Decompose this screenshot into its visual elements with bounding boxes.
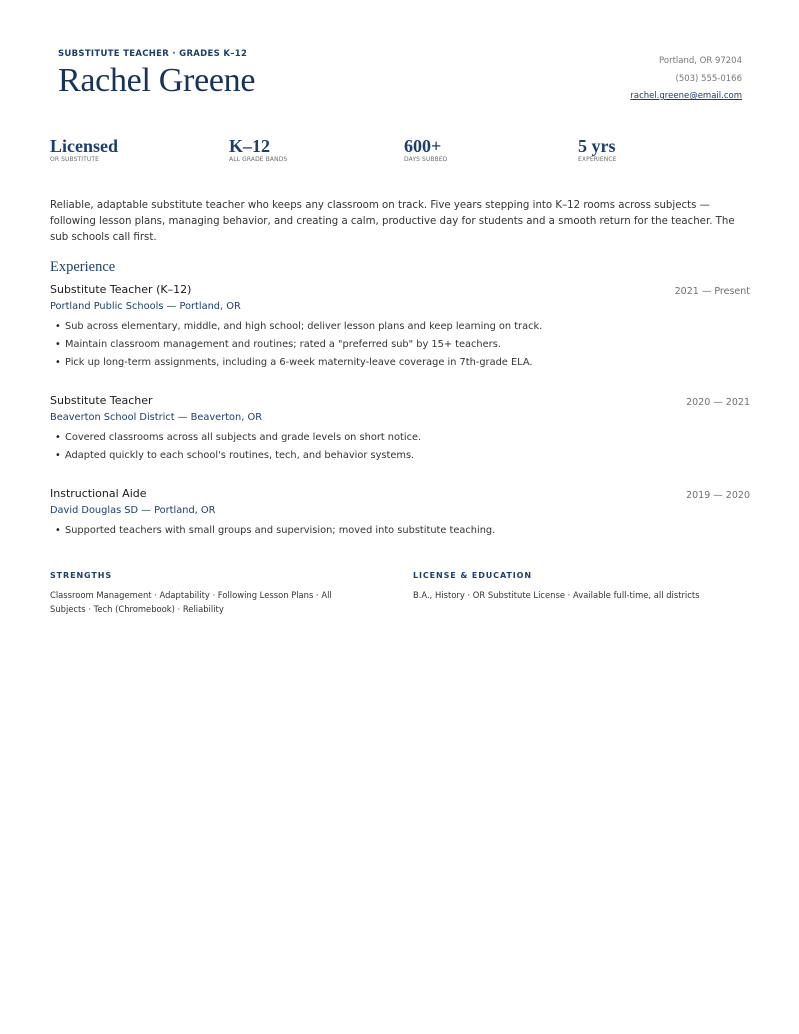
bullet-icon: • xyxy=(55,450,61,461)
license-education-section xyxy=(413,571,750,602)
license-heading: LICENSE & EDUCATION xyxy=(413,571,532,580)
job-title: Substitute Teacher (K–12) xyxy=(50,283,192,296)
job-title: Instructional Aide xyxy=(50,487,147,500)
job-header xyxy=(50,283,750,299)
bullet-icon: • xyxy=(55,321,61,332)
contact-location: Portland, OR 97204 xyxy=(659,56,742,66)
stat-value: 600+ xyxy=(404,136,442,156)
job-organization: David Douglas SD — Portland, OR xyxy=(50,505,216,516)
job-header xyxy=(50,394,750,410)
bullet-icon: • xyxy=(55,525,61,536)
job-header xyxy=(50,487,750,503)
stat-value: K–12 xyxy=(229,136,271,156)
stat-value: Licensed xyxy=(50,136,119,156)
strengths-text: Classroom Management · Adaptability · Following Lesson Plans · All Subjects · Tech (Chromebook) · Reliability xyxy=(50,590,332,614)
strengths-section xyxy=(50,571,370,616)
job-organization: Beaverton School District — Beaverton, OR xyxy=(50,412,263,423)
job-bullet-text: Maintain classroom management and routines; rated a "preferred sub" by 15+ teachers. xyxy=(65,339,501,350)
job-bullet xyxy=(50,318,750,336)
bullet-icon: • xyxy=(55,357,61,368)
job-title: Substitute Teacher xyxy=(50,394,153,407)
stat-licensed xyxy=(50,137,118,163)
experience-heading: Experience xyxy=(50,259,116,275)
job-bullets xyxy=(50,522,750,540)
job-bullets xyxy=(50,318,750,372)
job-bullet-text: Pick up long-term assignments, including a 6-week maternity-leave coverage in 7th-grade ELA. xyxy=(65,357,533,368)
stats-row xyxy=(50,137,750,167)
job-entry xyxy=(50,394,750,465)
job-dates: 2020 — 2021 xyxy=(686,397,750,408)
header-tagline: SUBSTITUTE TEACHER · GRADES K–12 xyxy=(58,49,248,59)
candidate-name: Rachel Greene xyxy=(58,62,256,99)
professional-summary: Reliable, adaptable substitute teacher who keeps any classroom on track. Five years stepping into K–12 rooms across subjects — following lesson plans, managing behavior, and creating a calm, productive day for students and a smooth return for the teacher. The sub schools call first. xyxy=(50,200,735,243)
stat-label: EXPERIENCE xyxy=(578,156,617,163)
bullet-icon: • xyxy=(55,432,61,443)
stat-label: ALL GRADE BANDS xyxy=(229,156,288,163)
job-bullet-text: Covered classrooms across all subjects and grade levels on short notice. xyxy=(65,432,422,443)
job-bullet-text: Supported teachers with small groups and supervision; moved into substitute teaching. xyxy=(65,525,496,536)
job-dates: 2019 — 2020 xyxy=(686,490,750,501)
stat-label: DAYS SUBBED xyxy=(404,156,448,163)
bullet-icon: • xyxy=(55,339,61,350)
license-text: B.A., History · OR Substitute License · Available full-time, all districts xyxy=(413,590,700,600)
contact-phone: (503) 555-0166 xyxy=(675,73,742,84)
stat-value: 5 yrs xyxy=(578,136,616,156)
job-dates: 2021 — Present xyxy=(674,286,750,297)
contact-block xyxy=(630,53,742,106)
stat-experience xyxy=(578,137,617,163)
job-bullet xyxy=(50,429,750,447)
job-bullets xyxy=(50,429,750,465)
job-bullet xyxy=(50,354,750,372)
job-bullet xyxy=(50,447,750,465)
job-bullet-text: Sub across elementary, middle, and high school; deliver lesson plans and keep learning on track. xyxy=(65,321,543,332)
job-bullet xyxy=(50,336,750,354)
job-entry xyxy=(50,283,750,372)
stat-grades xyxy=(229,137,287,163)
job-organization: Portland Public Schools — Portland, OR xyxy=(50,301,241,312)
job-bullet xyxy=(50,522,750,540)
contact-email-link[interactable]: rachel.greene@email.com xyxy=(630,91,742,101)
job-entry xyxy=(50,487,750,540)
strengths-heading: STRENGTHS xyxy=(50,571,112,580)
stat-label: OR SUBSTITUTE xyxy=(50,156,100,163)
job-bullet-text: Adapted quickly to each school's routines, tech, and behavior systems. xyxy=(65,450,415,461)
stat-days xyxy=(404,137,447,163)
